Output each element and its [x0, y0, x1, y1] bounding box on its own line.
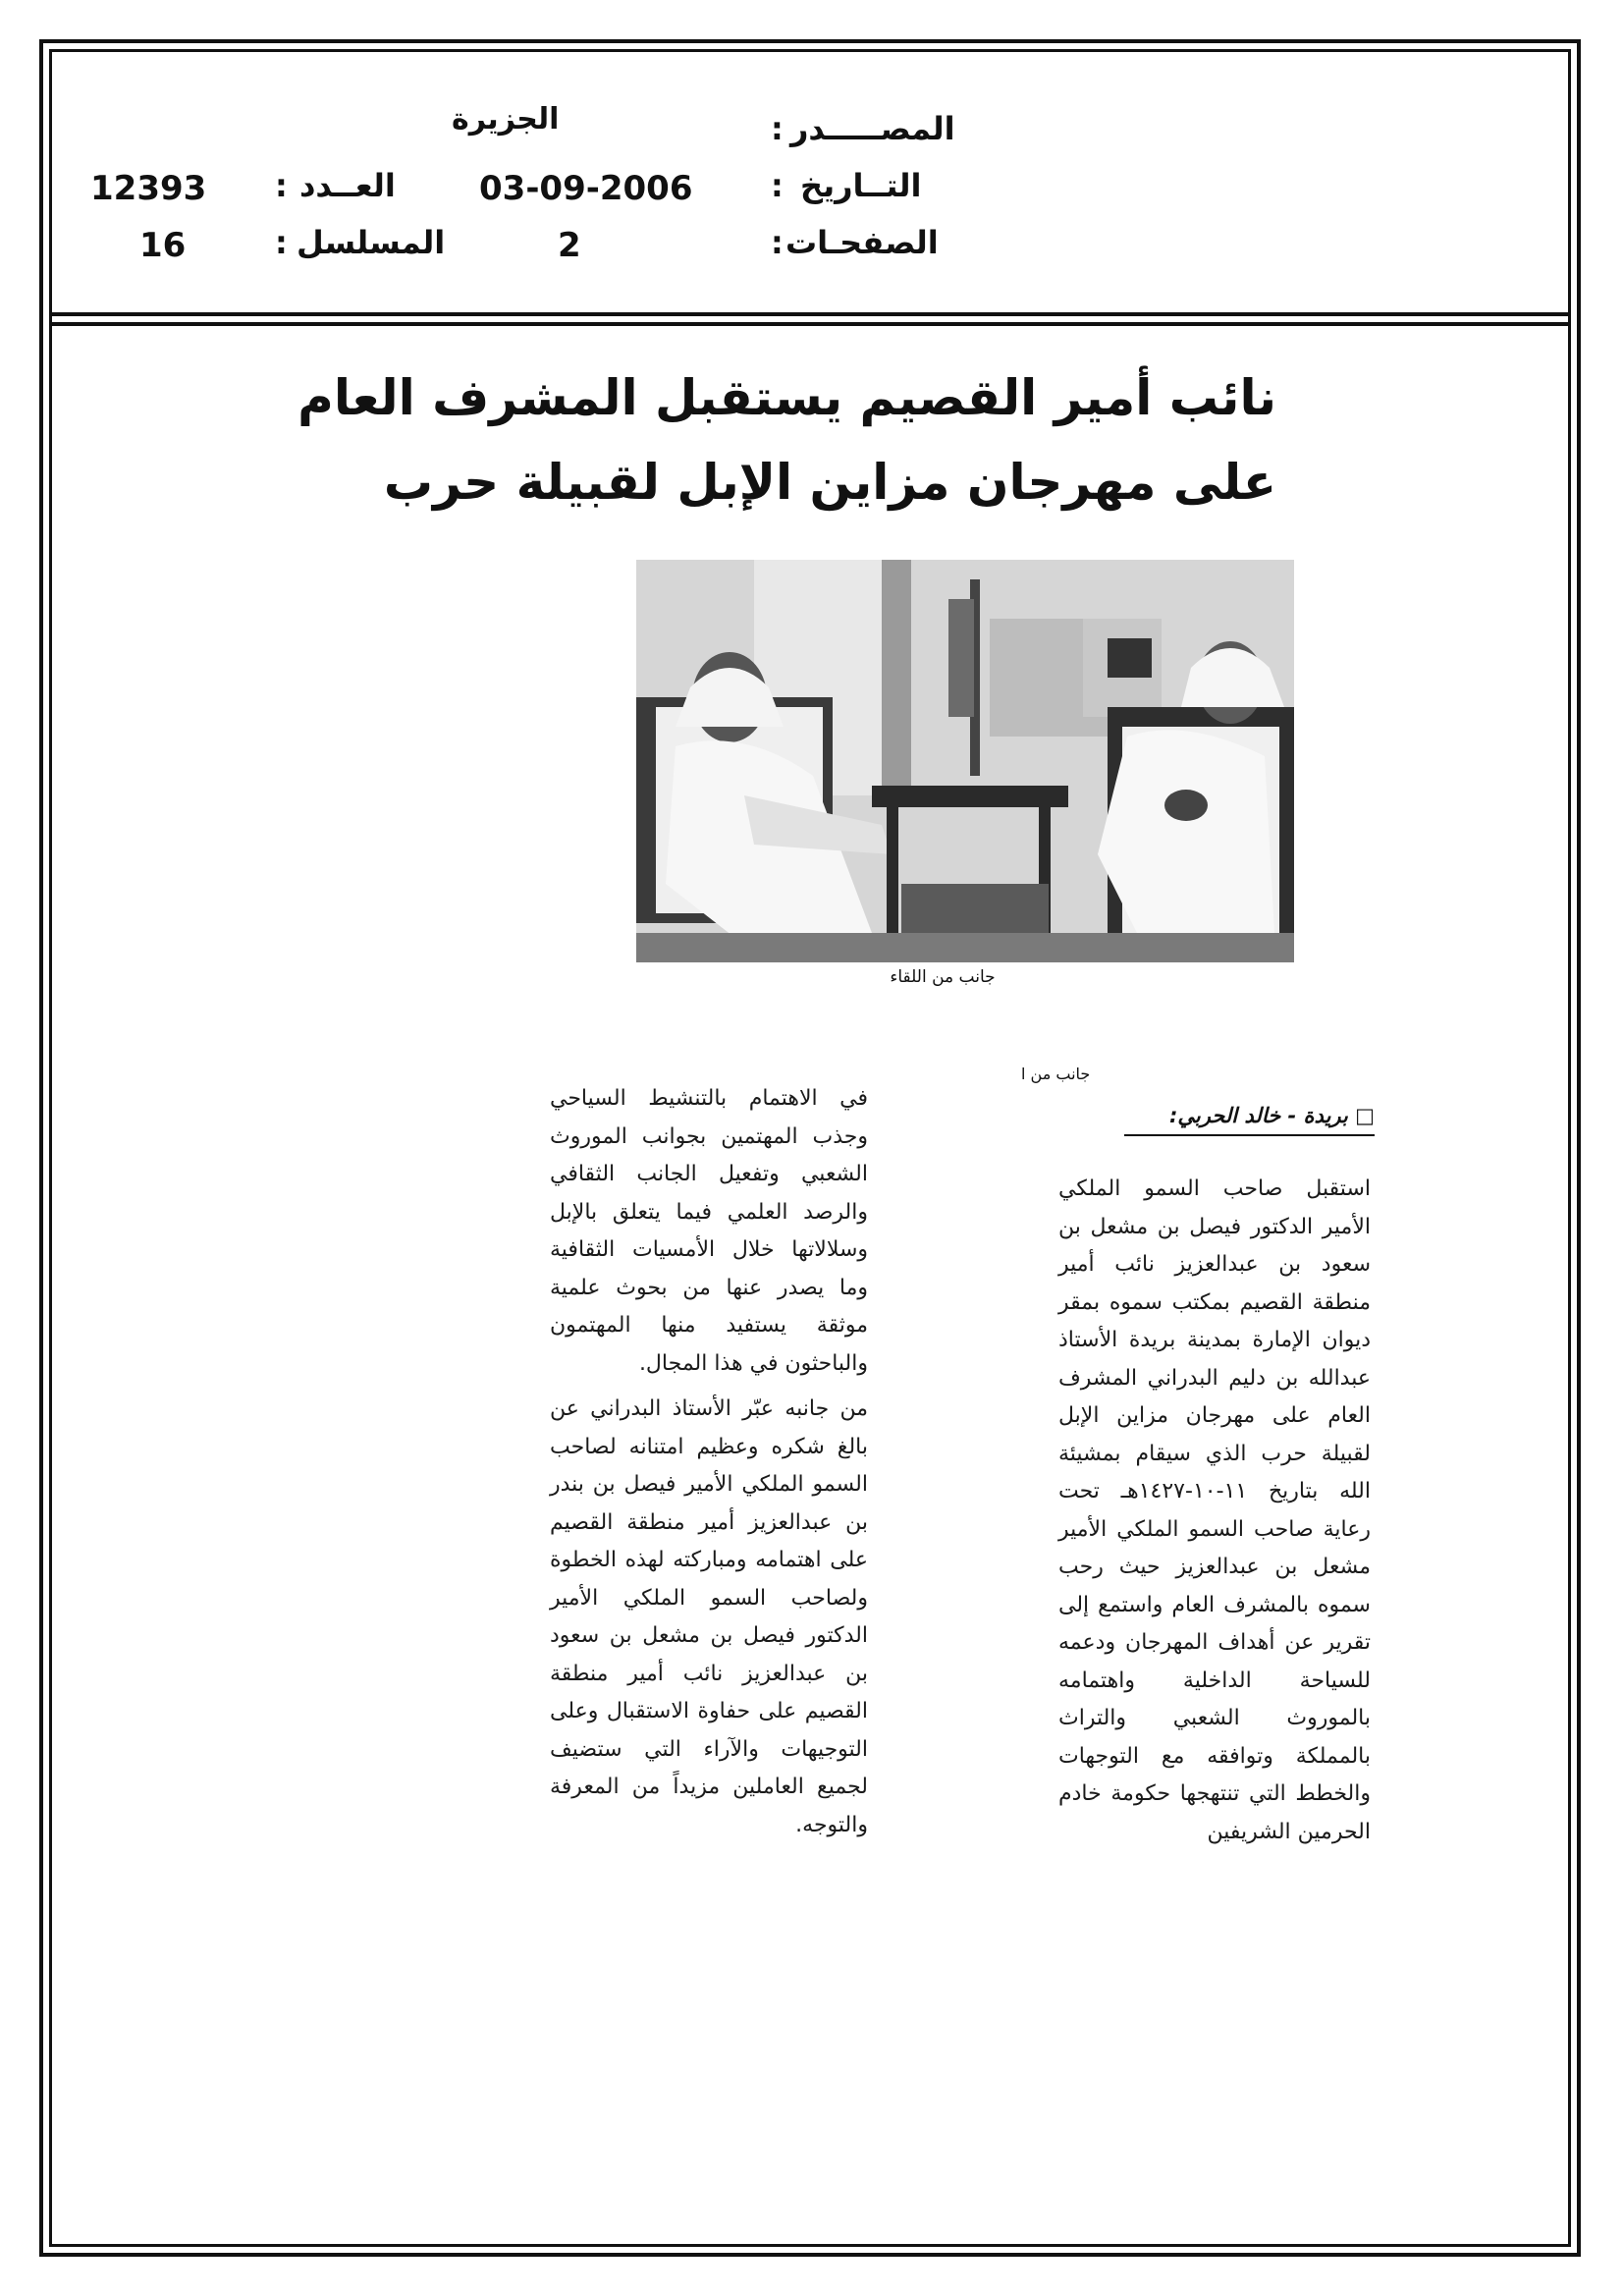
issue-colon: : [275, 167, 288, 204]
photo-caption: جانب من اللقاء [890, 967, 996, 987]
issue-value: 12393 [90, 169, 207, 208]
pages-colon: : [771, 224, 784, 261]
issue-label: العــدد [299, 167, 396, 204]
pages-label: الصفحـات [785, 224, 939, 261]
meeting-photo-illustration [636, 560, 1294, 962]
serial-label: المسلسل [297, 224, 446, 261]
article-column-right [1058, 1171, 1371, 1851]
article-paragraph: من جانبه عبّر الأستاذ البدراني عن بالغ شكره وعظيم امتنانه لصاحب السمو الملكي الأمير فيصل بن بندر بن عبدالعزيز أمير منطقة القصيم على اهتمامه ومباركته لهذه الخطوة ولصاحب السمو الملكي الأمير الدكتور فيصل بن مشعل بن سعود بن عبدالعزيز نائب أمير منطقة القصيم على حفاوة الاستقبال وعلى التوجيهات والآراء التي ستضيف لجميع العاملين مزيداً من المعرفة والتوجه. [550, 1396, 868, 1837]
article-paragraph: استقبل صاحب السمو الملكي الأمير الدكتور فيصل بن مشعل بن سعود بن عبدالعزيز نائب أمير منطقة القصيم بمكتب سموه بمقر ديوان الإمارة بمدينة بريدة الأستاذ عبدالله بن دليم البدراني المشرف العام على مهرجان مزاين الإبل لقبيلة حرب الذي سيقام بمشيئة الله بتاريخ ١١-١٠-١٤٢٧هـ تحت رعاية صاحب السمو الملكي الأمير مشعل بن عبدالعزيز حيث رحب سموه بالمشرف العام واستمع إلى تقرير عن أهداف المهرجان ودعمه للسياحة الداخلية واهتمامه بالموروث الشعبي والتراث بالمملكة وتوافقه مع التوجهات والخطط التي تنتهجها حكومة خادم الحرمين الشريفين [1058, 1176, 1372, 1844]
header-divider-bottom [49, 322, 1571, 326]
date-value: 03-09-2006 [479, 169, 693, 208]
source-label: المصـــــدر [790, 110, 955, 147]
date-colon: : [771, 167, 784, 204]
byline-underline [1124, 1134, 1375, 1136]
header-divider-top [49, 312, 1571, 316]
headline-line-1: نائب أمير القصيم يستقبل المشرف العام [298, 369, 1276, 426]
byline: □ بريدة - خالد الحربي: [1168, 1104, 1375, 1127]
source-value: الجزيرة [452, 102, 560, 137]
serial-value: 16 [139, 226, 187, 265]
source-colon: : [771, 110, 784, 147]
article-column-left [550, 1080, 868, 1844]
date-label: التــاريخ [800, 167, 922, 204]
headline-line-2: على مهرجان مزاين الإبل لقبيلة حرب [383, 454, 1276, 511]
article-paragraph: في الاهتمام بالتنشيط السياحي وجذب المهتمين بجوانب الموروث الشعبي وتفعيل الجانب الثقافي والرصد العلمي فيما يتعلق بالإبل وسلالاتها خلال الأمسيات الثقافية وما يصدر عنها من بحوث علمية موثقة يستفيد منها المهتمون والباحثون في هذا المجال. [550, 1086, 868, 1376]
article-photo [636, 560, 1294, 962]
serial-colon: : [275, 224, 288, 261]
pages-value: 2 [558, 226, 581, 265]
stray-caption-text: جانب من ا [1021, 1065, 1091, 1083]
